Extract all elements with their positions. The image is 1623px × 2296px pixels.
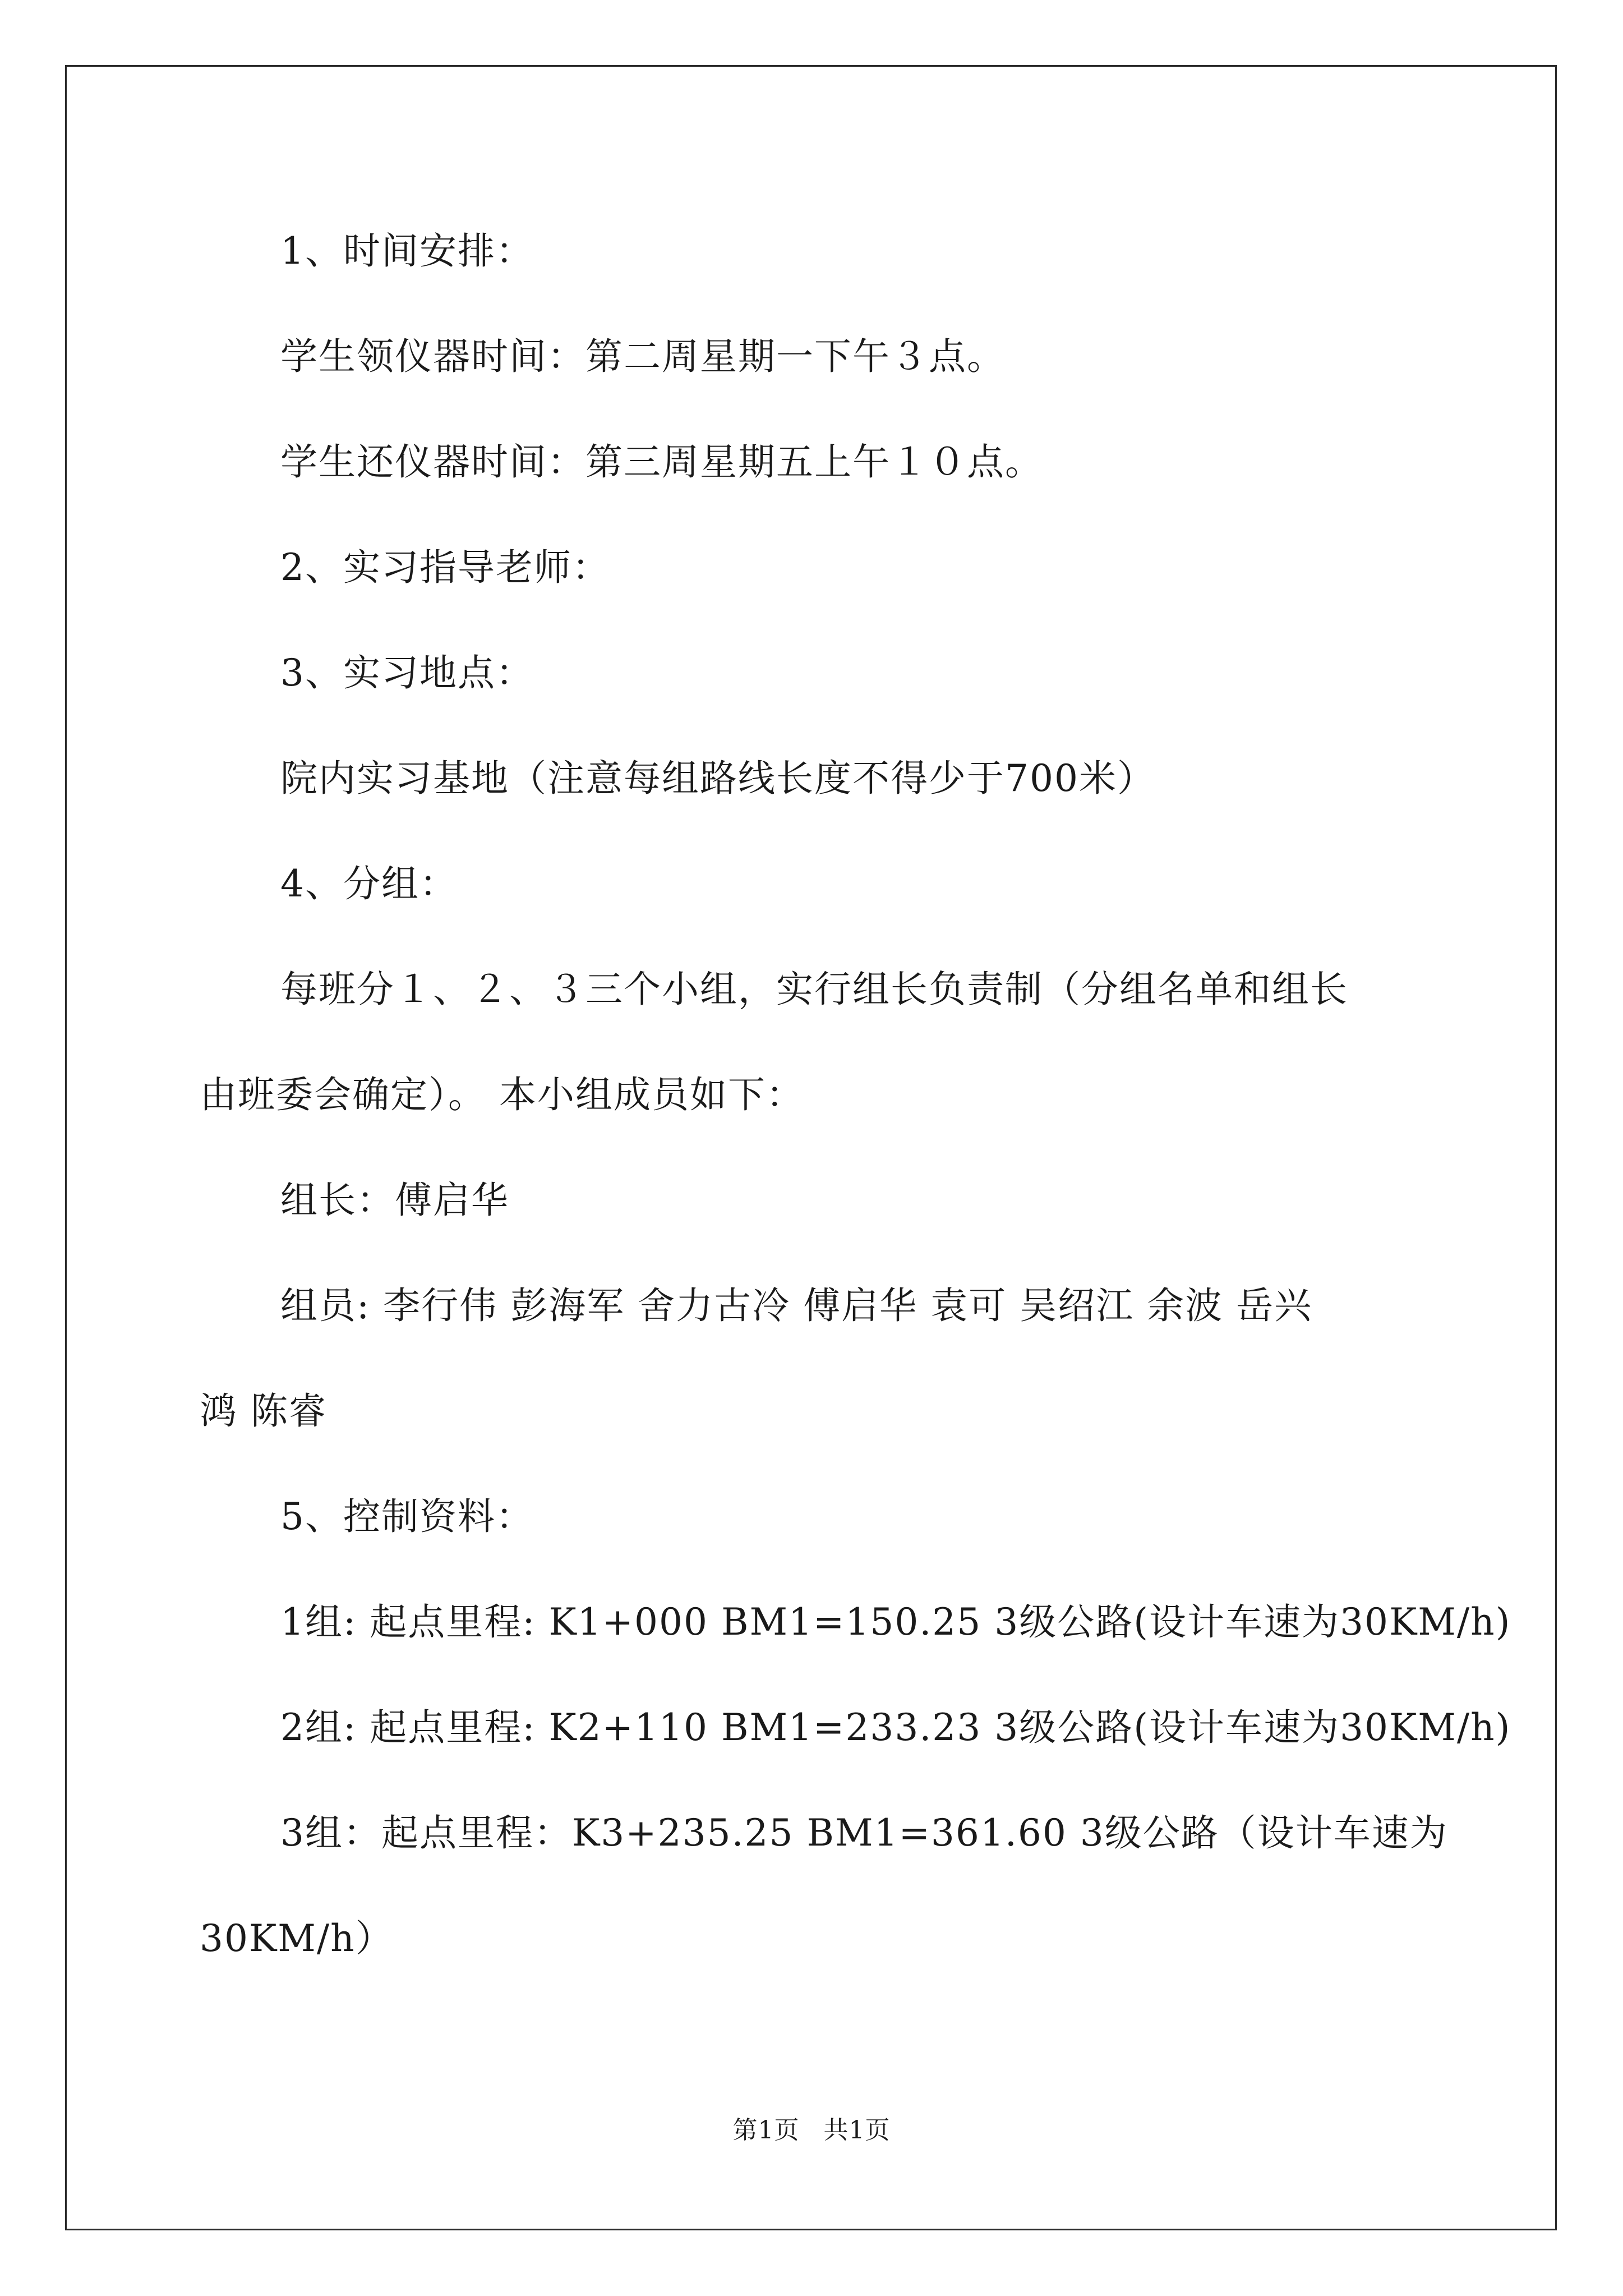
paragraph-return-time: 学生还仪器时间：第三周星期五上午１０点。 — [280, 440, 1043, 484]
paragraph-grouping-line1: 每班分１、２、３三个小组，实行组长负责制（分组名单和组长 — [280, 968, 1348, 1011]
paragraph-members-line2: 鸿 陈睿 — [200, 1389, 327, 1433]
paragraph-group2-data: 2组: 起点里程: K2+110 BM1=233.23 3级公路(设计车速为30KM/h) — [280, 1706, 1511, 1749]
paragraph-group3-data-line1: 3组：起点里程：K3+235.25 BM1=361.60 3级公路（设计车速为 — [280, 1811, 1448, 1855]
footer-total-pages: 共1页 — [823, 2116, 891, 2145]
paragraph-pickup-time: 学生领仪器时间：第二周星期一下午３点。 — [280, 335, 1005, 378]
heading-grouping: 4、分组： — [280, 862, 458, 905]
heading-time-schedule: 1、时间安排： — [280, 229, 534, 273]
heading-instructor: 2、实习指导老师： — [280, 546, 610, 589]
paragraph-location: 院内实习基地（注意每组路线长度不得少于700米） — [280, 757, 1155, 800]
page-footer — [0, 2114, 1623, 2147]
page-border — [65, 65, 1557, 2230]
heading-location: 3、实习地点： — [280, 651, 534, 694]
paragraph-grouping-line2: 由班委会确定）。 本小组成员如下： — [200, 1073, 804, 1116]
paragraph-group-leader: 组长：傅启华 — [280, 1179, 509, 1222]
paragraph-members-line1: 组员: 李行伟 彭海军 舍力古冷 傅启华 袁可 吴绍江 余波 岳兴 — [280, 1284, 1313, 1327]
heading-control-data: 5、控制资料： — [280, 1495, 534, 1538]
paragraph-group1-data: 1组: 起点里程: K1+000 BM1=150.25 3级公路(设计车速为30KM/h) — [280, 1600, 1511, 1644]
footer-page-number: 第1页 — [732, 2116, 800, 2145]
paragraph-group3-data-line2: 30KM/h） — [200, 1917, 394, 1960]
